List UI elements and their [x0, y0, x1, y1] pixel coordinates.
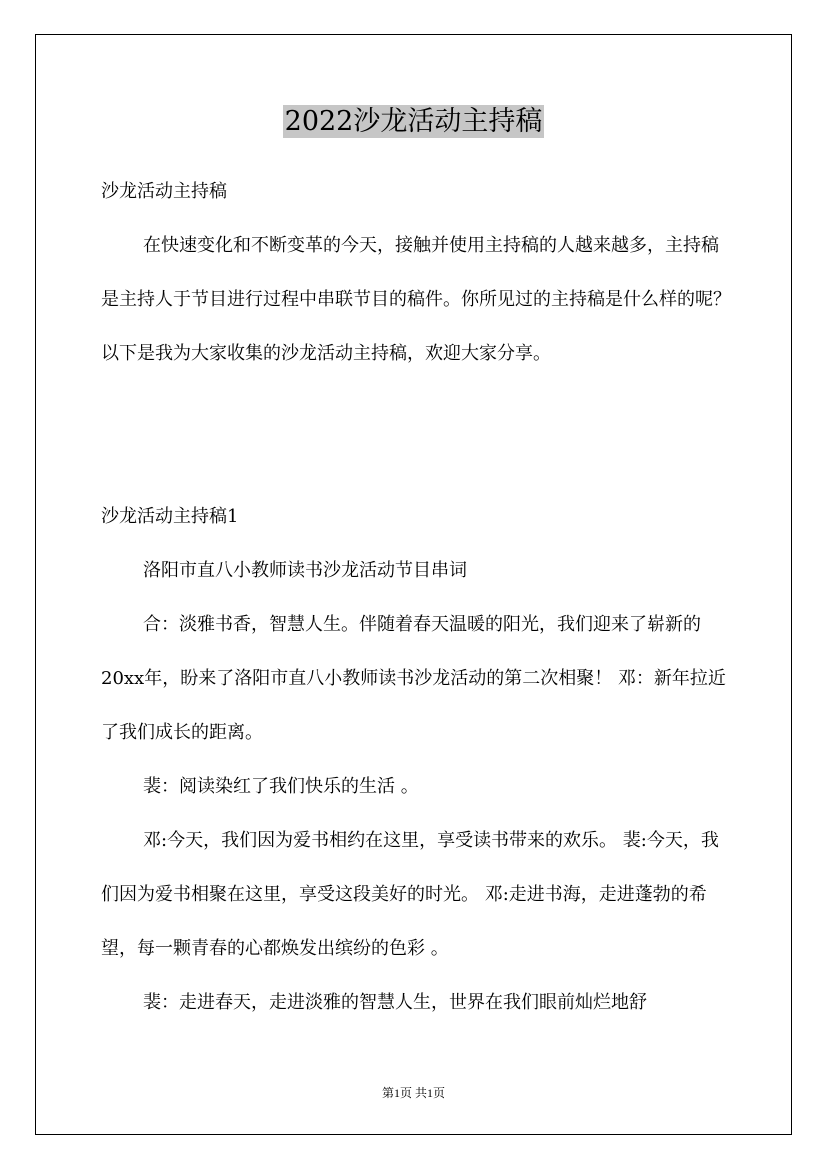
paragraph-pei-1: 裴：阅读染红了我们快乐的生活 。	[143, 776, 419, 797]
document-title-text: 2022沙龙活动主持稿	[284, 106, 543, 137]
paragraph-pei-2: 裴：走进春天，走进淡雅的智慧人生，世界在我们眼前灿烂地舒	[143, 992, 647, 1013]
paragraph-program-title: 洛阳市直八小教师读书沙龙活动节目串词	[143, 560, 467, 581]
page-footer: 第1页 共1页	[381, 1086, 445, 1100]
document-subtitle: 沙龙活动主持稿	[101, 181, 227, 202]
paragraph-opening: 合：淡雅书香，智慧人生。伴随着春天温暖的阳光，我们迎来了崭新的20xx年，盼来了洛阳市直八小教师读书沙龙活动的第二次相聚！ 邓：新年拉近了我们成长的距离。	[101, 614, 726, 743]
document-title	[0, 103, 827, 141]
section-heading: 沙龙活动主持稿1	[101, 506, 239, 527]
intro-paragraph: 在快速变化和不断变革的今天，接触并使用主持稿的人越来越多，主持稿是主持人于节目进行过程中串联节目的稿件。你所见过的主持稿是什么样的呢？以下是我为大家收集的沙龙活动主持稿，欢迎大家分享。	[101, 235, 731, 364]
paragraph-deng-pei: 邓:今天，我们因为爱书相约在这里，享受读书带来的欢乐。 裴:今天，我们因为爱书相聚在这里，享受这段美好的时光。 邓:走进书海，走进蓬勃的希望，每一颗青春的心都焕发出缤纷的色彩 。	[101, 830, 719, 959]
